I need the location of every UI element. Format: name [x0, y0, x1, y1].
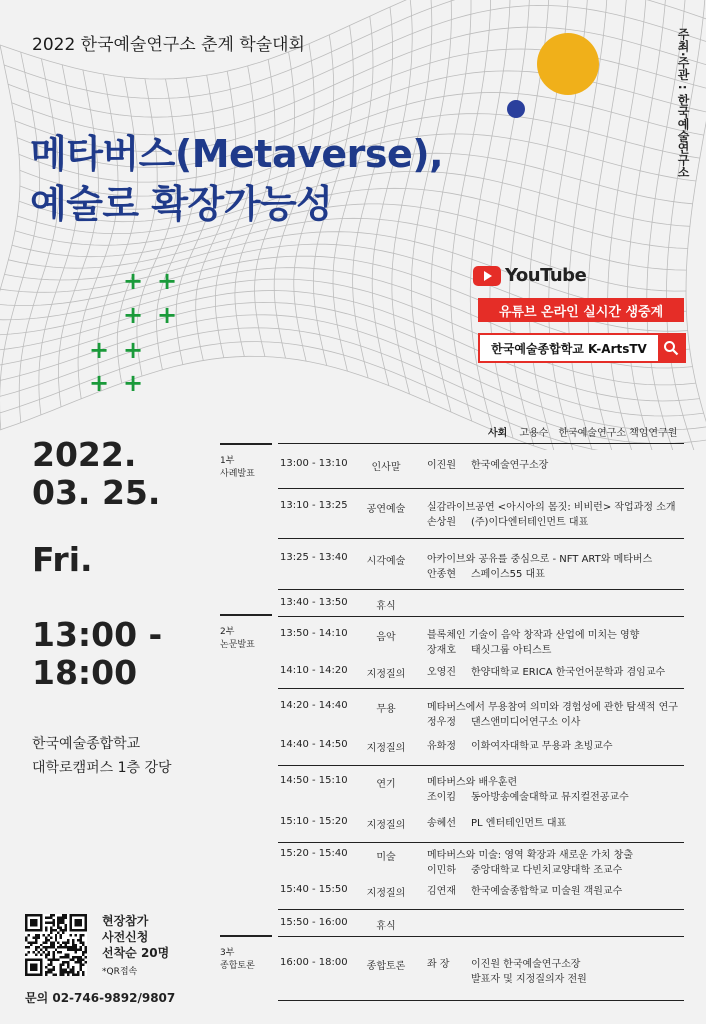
row-desc: [427, 848, 687, 878]
row-person: 장재호: [427, 645, 456, 656]
row-type: 시각예술: [366, 556, 406, 567]
row-time: 13:00 - 13:10: [280, 458, 348, 469]
row-desc: [427, 700, 687, 730]
event-date: [32, 436, 160, 512]
host-label: 주최·주관 : 한국예술연구소: [676, 28, 690, 178]
qr-code-icon[interactable]: [25, 914, 87, 976]
row-title: 메타버스와 미술: 영역 확장과 새로운 가치 창출: [427, 850, 633, 861]
session-label: [220, 614, 272, 652]
moderator-affiliation: 한국예술연구소 책임연구원: [558, 428, 678, 439]
session-number: 1부: [220, 456, 235, 466]
registration-line2: 사전신청: [102, 930, 149, 944]
youtube-logo[interactable]: [473, 265, 586, 286]
row-time: 15:50 - 16:00: [280, 917, 348, 928]
schedule-divider: [278, 765, 684, 766]
row-type: 음악: [376, 632, 396, 643]
schedule-divider: [278, 688, 684, 689]
row-type: 종합토론: [366, 961, 406, 972]
blue-dot-decoration: [507, 100, 525, 118]
youtube-play-icon: [473, 266, 501, 286]
row-affiliation: 태싯그룹 아티스트: [471, 645, 552, 656]
schedule-divider: [278, 936, 684, 937]
schedule-divider: [278, 443, 684, 444]
row-person: 유화정: [427, 741, 456, 752]
schedule-divider: [278, 909, 684, 910]
row-desc: [427, 458, 687, 473]
plus-icon: +: [157, 301, 178, 329]
live-stream-banner: 유튜브 온라인 실시간 생중계: [478, 298, 684, 322]
row-type: 휴식: [376, 601, 396, 612]
youtube-wordmark: YouTube: [505, 265, 587, 286]
row-time: 14:10 - 14:20: [280, 665, 348, 676]
row-type: 지정질의: [366, 888, 406, 899]
row-affiliation: 댄스앤미디어연구소 이사: [471, 717, 581, 728]
row-time: 16:00 - 18:00: [280, 957, 348, 968]
date-month-day: 03. 25.: [32, 473, 161, 512]
row-person: 손상원: [427, 517, 456, 528]
session-number: 2부: [220, 627, 235, 637]
event-subtitle: 2022 한국예술연구소 춘계 학술대회: [32, 35, 305, 55]
row-person: 오영진: [427, 667, 456, 678]
plus-icon: +: [89, 369, 110, 397]
plus-icon: +: [123, 267, 144, 295]
row-person: 이민하: [427, 865, 456, 876]
schedule-divider: [278, 488, 684, 489]
row-time: 15:10 - 15:20: [280, 816, 348, 827]
row-title: 실감라이브공연 <아시아의 몸짓: 비비런> 작업과정 소개: [427, 502, 676, 513]
plus-icon: +: [123, 369, 144, 397]
row-type: 미술: [376, 852, 396, 863]
row-affiliation: 이진원 한국예술연구소장: [471, 959, 581, 970]
row-type: 무용: [376, 704, 396, 715]
row-title: 메타버스와 배우훈련: [427, 777, 518, 788]
main-title-line2: 예술로 확장가능성: [30, 182, 333, 226]
row-type: 휴식: [376, 921, 396, 932]
row-affiliation: 한양대학교 ERICA 한국언어문학과 겸임교수: [471, 667, 666, 678]
row-extra: 발표자 및 지정질의자 전원: [471, 974, 587, 985]
registration-line3: 선착순 20명: [102, 946, 170, 960]
row-time: 14:20 - 14:40: [280, 700, 348, 711]
row-affiliation: (주)이다엔터테인먼트 대표: [471, 517, 589, 528]
main-title-line1: 메타버스(Metaverse),: [30, 132, 444, 176]
row-type: 연기: [376, 779, 396, 790]
row-desc: [427, 665, 687, 680]
row-person: 좌 장: [427, 959, 450, 970]
row-person: 김연재: [427, 886, 456, 897]
moderator-name: 고용수: [519, 428, 549, 439]
event-venue: [32, 732, 172, 780]
event-day: Fri.: [32, 540, 93, 579]
row-person: 송혜선: [427, 818, 456, 829]
schedule-divider: [278, 538, 684, 539]
search-button[interactable]: [658, 335, 684, 361]
row-person: 조이킴: [427, 792, 456, 803]
row-desc: [427, 552, 687, 582]
session-label: [220, 935, 272, 973]
row-affiliation: 스페이스55 대표: [471, 569, 545, 580]
row-desc: [427, 957, 687, 987]
channel-name: 한국예술종합학교 K-ArtsTV: [491, 341, 647, 356]
event-time: [32, 616, 162, 692]
row-affiliation: 중앙대학교 다빈치교양대학 조교수: [471, 865, 623, 876]
row-time: 15:40 - 15:50: [280, 884, 348, 895]
yellow-circle-decoration: [537, 33, 599, 95]
session-label: [220, 443, 272, 481]
row-desc: [427, 884, 687, 899]
row-desc: [427, 816, 687, 831]
plus-icon: +: [157, 267, 178, 295]
row-affiliation: 이화여자대학교 무용과 초빙교수: [471, 741, 613, 752]
row-title: 아카이브와 공유를 중심으로 - NFT ART와 메타버스: [427, 554, 653, 565]
venue-line1: 한국예술종합학교: [32, 736, 141, 752]
schedule-divider: [278, 589, 684, 590]
schedule-divider: [278, 842, 684, 843]
row-desc: [427, 775, 687, 805]
session-number: 3부: [220, 948, 235, 958]
row-affiliation: 동아방송예술대학교 뮤지컬전공교수: [471, 792, 629, 803]
row-type: 공연예술: [366, 504, 406, 515]
row-person: 정우정: [427, 717, 456, 728]
row-desc: [427, 739, 687, 754]
schedule-divider: [278, 616, 684, 617]
row-time: 13:25 - 13:40: [280, 552, 348, 563]
row-affiliation: PL 엔터테인먼트 대표: [471, 818, 567, 829]
session-name: 종합토론: [220, 961, 255, 971]
venue-line2: 대학로캠퍼스 1층 강당: [32, 760, 172, 776]
time-start: 13:00 -: [32, 615, 163, 654]
row-type: 지정질의: [366, 743, 406, 754]
session-name: 논문발표: [220, 640, 255, 650]
row-desc: [427, 628, 687, 658]
plus-icon: +: [89, 336, 110, 364]
row-type: 인사말: [371, 462, 401, 473]
plus-icon: +: [123, 336, 144, 364]
row-desc: [427, 500, 687, 530]
contact-phone: 문의 02-746-9892/9807: [25, 991, 176, 1005]
row-time: 14:50 - 15:10: [280, 775, 348, 786]
channel-search-bar[interactable]: [478, 333, 686, 363]
row-title: 메타버스에서 무용참여 의미와 경험성에 관한 탐색적 연구: [427, 702, 678, 713]
schedule-divider: [278, 1000, 684, 1001]
time-end: 18:00: [32, 653, 138, 692]
session-name: 사례발표: [220, 469, 255, 479]
row-time: 15:20 - 15:40: [280, 848, 348, 859]
row-affiliation: 한국예술종합학교 미술원 객원교수: [471, 886, 623, 897]
row-person: 이진원: [427, 460, 456, 471]
row-time: 14:40 - 14:50: [280, 739, 348, 750]
row-title: 블록체인 기술이 음악 창작과 산업에 미치는 영향: [427, 630, 640, 641]
plus-icon: +: [123, 301, 144, 329]
registration-line1: 현장참가: [102, 914, 149, 928]
moderator-label: 사회: [488, 428, 508, 439]
row-time: 13:10 - 13:25: [280, 500, 348, 511]
row-type: 지정질의: [366, 669, 406, 680]
row-time: 13:50 - 14:10: [280, 628, 348, 639]
date-year: 2022.: [32, 435, 137, 474]
qr-note: *QR접속: [102, 967, 138, 977]
row-type: 지정질의: [366, 820, 406, 831]
row-affiliation: 한국예술연구소장: [471, 460, 549, 471]
moderator-info: [488, 424, 677, 439]
row-person: 안종현: [427, 569, 456, 580]
search-icon: [663, 340, 679, 356]
registration-info: [102, 913, 169, 961]
row-time: 13:40 - 13:50: [280, 597, 348, 608]
